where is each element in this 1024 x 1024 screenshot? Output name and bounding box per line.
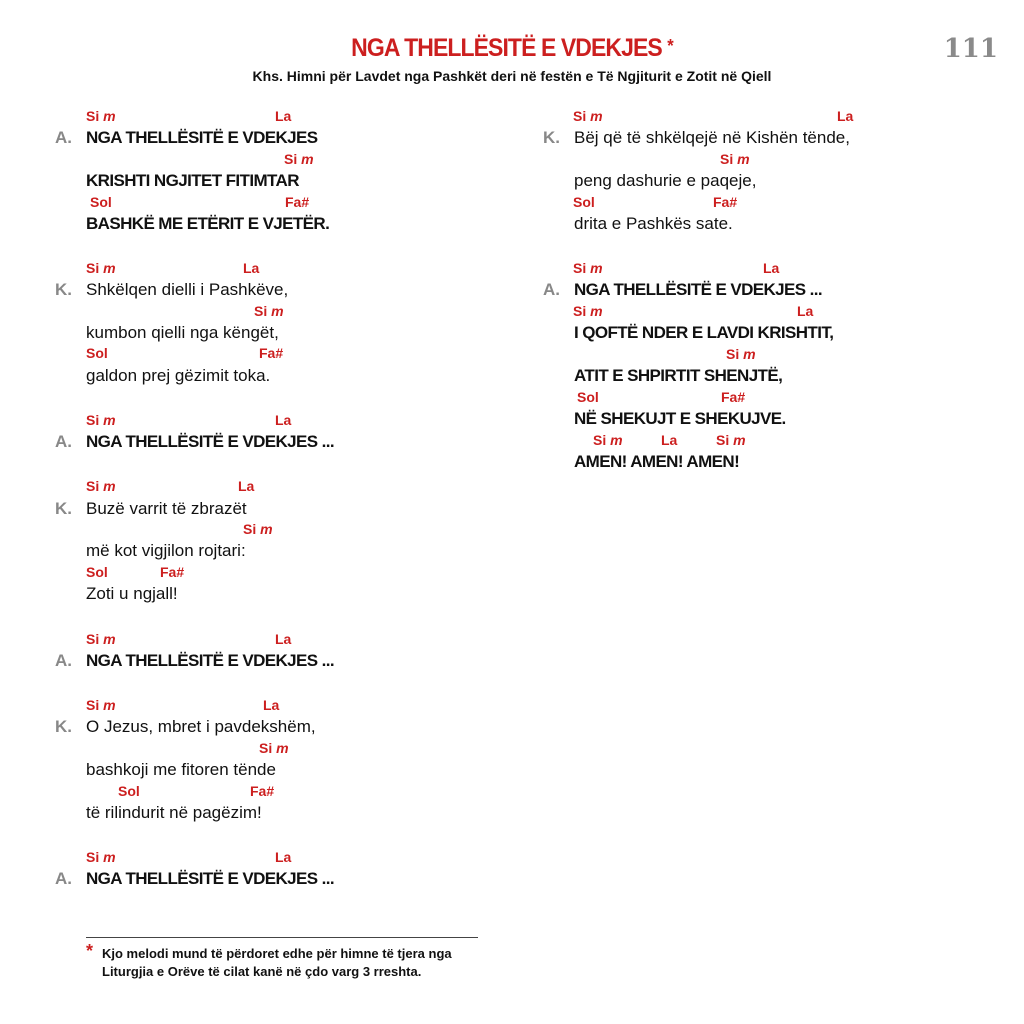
chord: Si m: [86, 260, 116, 276]
lyric-line: peng dashurie e paqeje,: [574, 171, 757, 190]
lyric-line: NGA THELLËSITË E VDEKJES ...: [86, 869, 335, 888]
lyric-line: Bëj që të shkëlqejë në Kishën tënde,: [574, 128, 850, 147]
lyric-line: bashkoji me fitoren tënde: [86, 760, 276, 779]
title-text: NGA THELLËSITË E VDEKJES: [351, 34, 662, 62]
lyric-line: NGA THELLËSITË E VDEKJES ...: [574, 280, 823, 299]
chord: Sol: [577, 389, 599, 405]
chord: La: [275, 849, 292, 865]
chord: Si m: [726, 346, 756, 362]
chord: Si m: [573, 260, 603, 276]
chord: La: [837, 108, 854, 124]
lyric-line: NGA THELLËSITË E VDEKJES: [86, 128, 318, 147]
chord: Si m: [284, 151, 314, 167]
verse-marker: K.: [55, 280, 72, 299]
chord: Sol: [573, 194, 595, 210]
chord: Si m: [86, 697, 116, 713]
chord: La: [661, 432, 678, 448]
chord: Fa#: [721, 389, 746, 405]
chord: Fa#: [713, 194, 738, 210]
chord: Sol: [86, 564, 108, 580]
chord: Fa#: [285, 194, 310, 210]
lyric-line: KRISHTI NGJITET FITIMTAR: [86, 171, 299, 190]
lyric-line: më kot vigjilon rojtari:: [86, 541, 246, 560]
chord: Si m: [254, 303, 284, 319]
footnote-text: Kjo melodi mund të përdoret edhe për himne të tjera nga Liturgjia e Orëve të cilat kanë në çdo varg 3 rreshta.: [102, 946, 452, 979]
chord: La: [275, 108, 292, 124]
chord: La: [263, 697, 280, 713]
antiphon-marker: A.: [543, 280, 560, 299]
chord: Si m: [243, 521, 273, 537]
chord: Fa#: [250, 783, 275, 799]
chord: La: [797, 303, 814, 319]
chord: Si m: [593, 432, 623, 448]
chord: La: [238, 478, 255, 494]
chord: Fa#: [259, 345, 284, 361]
title-asterisk: *: [667, 36, 673, 56]
lyric-line: drita e Pashkës sate.: [574, 214, 733, 233]
lyric-line: I QOFTË NDER E LAVDI KRISHTIT,: [574, 323, 834, 342]
verse-marker: K.: [55, 499, 72, 518]
footnote-divider: [86, 937, 478, 938]
lyric-line: Zoti u ngjall!: [86, 584, 178, 603]
chord: Sol: [86, 345, 108, 361]
page-number: 111: [943, 34, 998, 64]
lyric-line: BASHKË ME ETËRIT E VJETËR.: [86, 214, 330, 233]
chord: Si m: [573, 108, 603, 124]
chord: Si m: [573, 303, 603, 319]
antiphon-marker: A.: [55, 128, 72, 147]
lyric-line: NGA THELLËSITË E VDEKJES ...: [86, 651, 335, 670]
chord: Si m: [720, 151, 750, 167]
chord: Si m: [86, 108, 116, 124]
lyric-line: galdon prej gëzimit toka.: [86, 366, 271, 385]
page-subtitle: Khs. Himni për Lavdet nga Pashkët deri në festën e Të Ngjiturit e Zotit në Qiell: [252, 68, 772, 84]
lyric-line: ATIT E SHPIRTIT SHENJTË,: [574, 366, 783, 385]
page-title: [41, 34, 983, 63]
lyric-line: O Jezus, mbret i pavdekshëm,: [86, 717, 316, 736]
lyric-line: kumbon qielli nga këngët,: [86, 323, 279, 342]
chord: Sol: [118, 783, 140, 799]
chord: Si m: [86, 478, 116, 494]
footnote-asterisk: *: [86, 941, 94, 961]
antiphon-marker: A.: [55, 651, 72, 670]
lyric-line: Buzë varrit të zbrazët: [86, 499, 247, 518]
chord: La: [763, 260, 780, 276]
chord: Si m: [86, 412, 116, 428]
chord: La: [275, 631, 292, 647]
chord: Sol: [90, 194, 112, 210]
antiphon-marker: A.: [55, 432, 72, 451]
lyric-line: të rilindurit në pagëzim!: [86, 803, 262, 822]
lyric-line: AMEN! AMEN! AMEN!: [574, 452, 740, 471]
chord: Si m: [86, 631, 116, 647]
chord: La: [275, 412, 292, 428]
lyric-line: NË SHEKUJT E SHEKUJVE.: [574, 409, 786, 428]
verse-marker: K.: [543, 128, 560, 147]
lyric-line: Shkëlqen dielli i Pashkëve,: [86, 280, 289, 299]
chord: Si m: [86, 849, 116, 865]
chord: La: [243, 260, 260, 276]
lyric-line: NGA THELLËSITË E VDEKJES ...: [86, 432, 335, 451]
antiphon-marker: A.: [55, 869, 72, 888]
verse-marker: K.: [55, 717, 72, 736]
chord: Si m: [716, 432, 746, 448]
chord: Fa#: [160, 564, 185, 580]
chord: Si m: [259, 740, 289, 756]
